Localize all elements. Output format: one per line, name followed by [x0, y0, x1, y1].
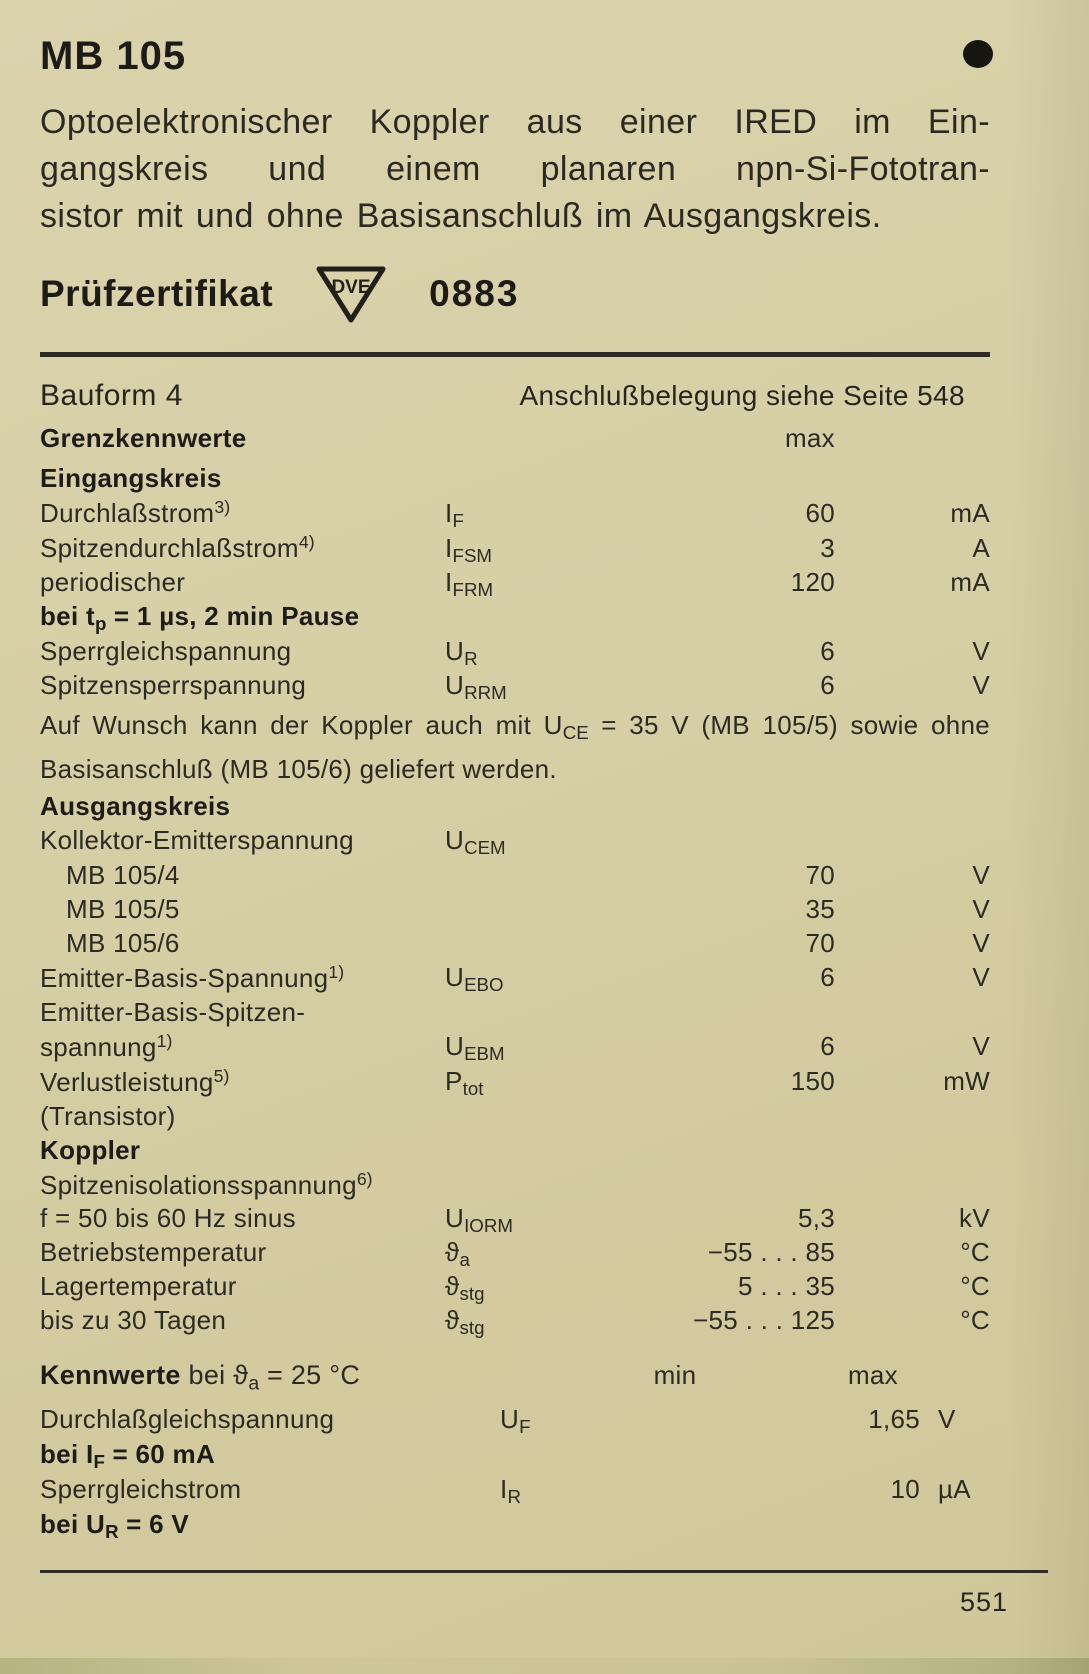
- row-unit: °C: [960, 1271, 990, 1302]
- table-row: [40, 1066, 990, 1101]
- row-unit: mA: [950, 567, 990, 598]
- description-line: gangskreis und einem planaren npn-Si-Fototran-: [40, 150, 990, 188]
- row-unit: V: [972, 962, 990, 993]
- table-row: [40, 928, 990, 962]
- pinout-reference: Anschlußbelegung siehe Seite 548: [519, 380, 965, 411]
- row-unit: V: [972, 1031, 990, 1062]
- characteristics-row: [40, 1509, 990, 1544]
- row-label: Koppler: [40, 1134, 141, 1165]
- table-row: [40, 1169, 990, 1203]
- row-value: 60: [805, 497, 835, 528]
- table-row: [40, 1203, 990, 1237]
- row-unit: V: [972, 859, 990, 890]
- meta-row: [40, 379, 965, 413]
- row-label: Betriebstemperatur: [40, 1236, 267, 1267]
- row-label: MB 105/6: [66, 927, 180, 958]
- row-symbol: $U_{EBO}$: [445, 962, 504, 996]
- row-unit: V: [972, 669, 990, 700]
- table-row: [40, 1237, 990, 1271]
- row-value: −55 . . . 125: [693, 1305, 835, 1336]
- row-unit: °C: [960, 1236, 990, 1267]
- row-label: f = 50 bis 60 Hz sinus: [40, 1202, 296, 1233]
- table-row: [40, 532, 990, 567]
- row-symbol: $ϑ_a$: [445, 1236, 470, 1271]
- row-value: 6: [820, 635, 835, 666]
- table-row: [40, 894, 990, 928]
- certificate-number: 0883: [429, 273, 520, 314]
- table-row: [40, 601, 990, 635]
- row-unit: V: [938, 1403, 956, 1434]
- row-label: Spitzendurchlaßstrom$^{4)}$: [40, 532, 315, 563]
- bauform-label: Bauform 4: [40, 379, 183, 412]
- characteristics-header-row: [40, 1360, 990, 1404]
- table-row: [40, 1031, 990, 1066]
- row-label: periodischer: [40, 567, 186, 598]
- row-symbol: $I_{FSM}$: [445, 532, 493, 567]
- description-line: Optoelektronischer Koppler aus einer IRED im Ein-: [40, 103, 990, 141]
- row-label: Verlustleistung$^{5)}$: [40, 1065, 230, 1097]
- row-label: Durchlaßgleichspannung: [40, 1403, 335, 1434]
- characteristics-row: [40, 1474, 990, 1509]
- characteristics-rows: [40, 1404, 990, 1544]
- row-unit: µA: [938, 1473, 971, 1504]
- table-row: [40, 997, 990, 1031]
- row-unit: V: [972, 635, 990, 666]
- row-label: bei $U_R = 6$ V: [40, 1508, 190, 1542]
- certificate-row: [40, 262, 1089, 326]
- row-unit: mA: [950, 497, 990, 528]
- row-label: Kollektor-Emitterspannung: [40, 825, 354, 856]
- row-label: Eingangskreis: [40, 463, 222, 493]
- row-symbol: $P_{tot}$: [445, 1066, 484, 1100]
- row-symbol: $U_{CEM}$: [445, 825, 506, 859]
- limits-header-row: [40, 423, 990, 463]
- section-heading: [40, 463, 990, 497]
- limits-table: [40, 463, 990, 1340]
- table-row: [40, 962, 990, 997]
- row-value: 6: [820, 962, 835, 993]
- row-value: 6: [820, 669, 835, 700]
- row-unit: kV: [959, 1202, 990, 1233]
- row-value: 3: [820, 532, 835, 563]
- row-symbol: $U_{RRM}$: [445, 669, 507, 704]
- table-row: [40, 860, 990, 894]
- row-unit: V: [972, 927, 990, 958]
- row-symbol: $U_{IORM}$: [445, 1202, 513, 1236]
- row-symbol: $I_{FRM}$: [445, 567, 494, 601]
- table-row: [40, 567, 990, 601]
- certificate-label: Prüfzertifikat: [40, 273, 274, 314]
- row-value: 5 . . . 35: [738, 1271, 835, 1302]
- characteristics-table: [40, 1360, 990, 1544]
- row-label: bis zu 30 Tagen: [40, 1305, 227, 1336]
- table-row: [40, 670, 990, 704]
- limits-max-column-label: max: [784, 423, 835, 453]
- page-number: 551: [959, 1586, 1008, 1617]
- row-label: Durchlaßstrom$^{3)}$: [40, 497, 231, 528]
- row-label: Sperrgleichspannung: [40, 635, 292, 666]
- row-symbol: $I_F$: [445, 497, 464, 532]
- row-label: Lagertemperatur: [40, 1271, 237, 1302]
- row-label: (Transistor): [40, 1100, 176, 1131]
- row-label: bei $t_p = 1$ µs, 2 min Pause: [40, 601, 360, 635]
- row-symbol: $I_R$: [500, 1473, 522, 1507]
- registered-mark-dot: [963, 40, 993, 68]
- row-max: 10: [890, 1473, 920, 1504]
- row-unit: V: [972, 893, 990, 924]
- section-heading: [40, 1135, 990, 1169]
- table-row: [40, 825, 990, 859]
- description-line: sistor mit und ohne Basisanschluß im Ausgangskreis.: [40, 197, 882, 235]
- characteristics-row: [40, 1439, 990, 1474]
- row-label: Spitzenisolationsspannung$^{6)}$: [40, 1168, 373, 1200]
- divider-bottom: [40, 1570, 1048, 1573]
- row-value: 150: [790, 1066, 835, 1097]
- row-symbol: $ϑ_{stg}$: [445, 1305, 485, 1339]
- row-symbol: $ϑ_{stg}$: [445, 1271, 485, 1305]
- characteristics-heading: Kennwerte bei $ϑ_a = 25$ °C: [40, 1359, 361, 1395]
- row-unit: A: [972, 532, 990, 563]
- row-label: Emitter-Basis-Spitzen-: [40, 996, 306, 1027]
- table-row: [40, 636, 990, 670]
- row-value: 70: [805, 927, 835, 958]
- row-label: spannung$^{1)}$: [40, 1030, 173, 1062]
- row-value: 70: [805, 859, 835, 890]
- vde-logo-icon: [311, 262, 391, 326]
- row-value: 6: [820, 1031, 835, 1062]
- row-max: 1,65: [868, 1403, 920, 1434]
- row-value: 5,3: [797, 1202, 835, 1233]
- page-title: MB 105: [40, 34, 187, 78]
- row-label: MB 105/5: [66, 893, 180, 924]
- row-unit: mW: [943, 1066, 990, 1097]
- description: [40, 99, 990, 240]
- characteristics-min-column-label: min: [653, 1359, 697, 1390]
- row-label: Ausgangskreis: [40, 791, 231, 822]
- row-label: bei $I_F = 60$ mA: [40, 1438, 216, 1472]
- limits-heading: Grenzkennwerte: [40, 423, 247, 453]
- characteristics-max-column-label: max: [847, 1359, 898, 1390]
- row-unit: °C: [960, 1305, 990, 1336]
- row-value: 35: [805, 893, 835, 924]
- table-row: [40, 1305, 990, 1339]
- divider-top: [40, 352, 990, 357]
- row-value: 120: [790, 567, 835, 598]
- row-label: Emitter-Basis-Spannung$^{1)}$: [40, 961, 345, 993]
- row-symbol: $U_R$: [445, 635, 478, 669]
- row-value: −55 . . . 85: [707, 1236, 835, 1267]
- row-symbol: $U_F$: [500, 1403, 531, 1437]
- row-label: MB 105/4: [66, 859, 180, 890]
- note-paragraph: Auf Wunsch kann der Koppler auch mit $U_{CE} = 35$ V (MB 105/5) sowie ohne Basisanschluß (MB 105/6) geliefert werden.: [40, 710, 990, 785]
- table-row: [40, 497, 990, 532]
- section-heading: [40, 791, 990, 825]
- row-label: Spitzensperrspannung: [40, 669, 307, 700]
- row-label: Sperrgleichstrom: [40, 1473, 242, 1504]
- table-row: [40, 1101, 990, 1135]
- row-symbol: $U_{EBM}$: [445, 1031, 505, 1065]
- vde-logo-text: DVE: [331, 277, 371, 298]
- table-row: [40, 1271, 990, 1305]
- characteristics-row: [40, 1404, 990, 1439]
